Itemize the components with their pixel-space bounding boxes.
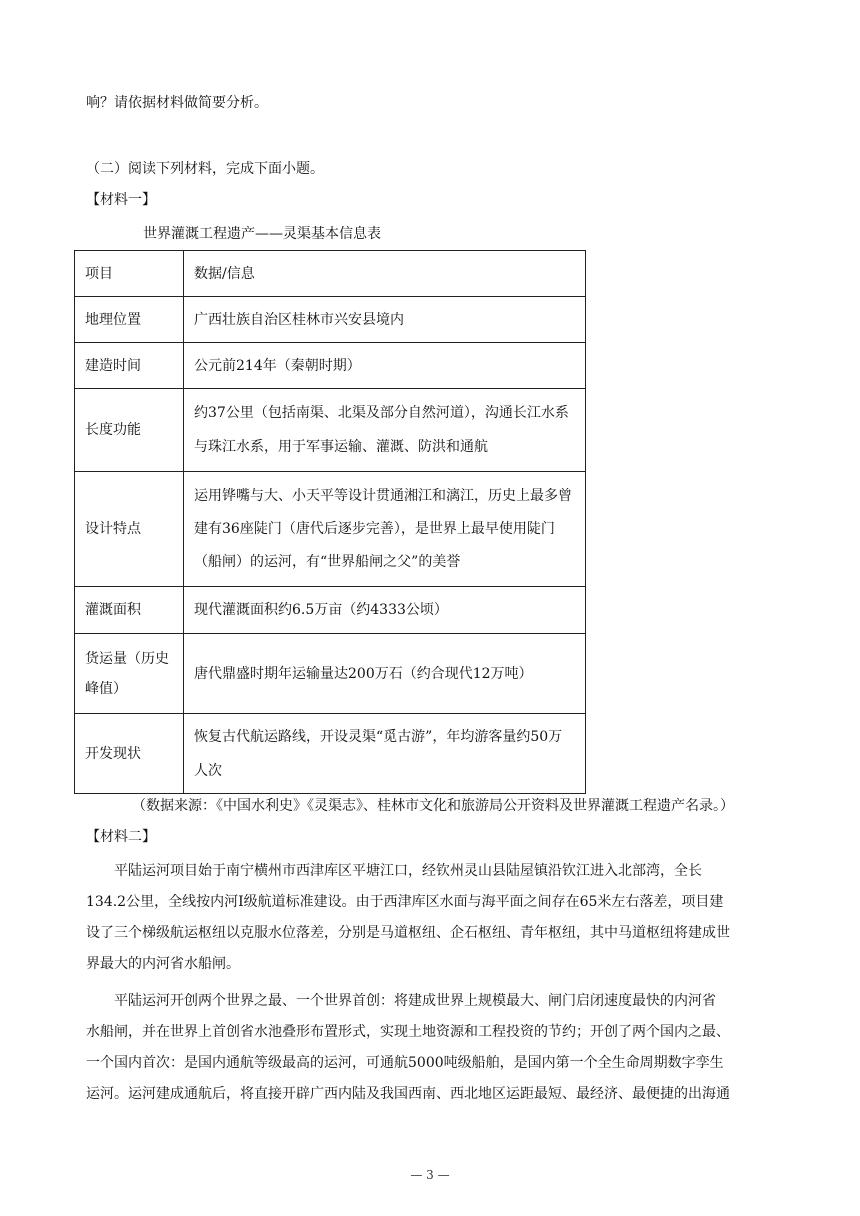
- table-cell-key: 建造时间: [75, 343, 184, 389]
- info-table: [74, 250, 586, 794]
- table-row: [75, 587, 586, 634]
- paragraph-line: 134.2公里，全线按内河Ⅰ级航道标准建设。由于西津库区水面与海平面之间存在65米左右落差，项目建: [86, 894, 724, 910]
- table-row: [75, 297, 586, 343]
- table-cell-value: 广西壮族自治区桂林市兴安县境内: [184, 297, 586, 343]
- table-title: 世界灌溉工程遗产——灵渠基本信息表: [143, 226, 381, 242]
- paragraph-line: 平陆运河项目始于南宁横州市西津库区平塘江口，经钦州灵山县陆屋镇沿钦江进入北部湾，全长: [114, 863, 702, 879]
- table-row: [75, 389, 586, 472]
- table-row: [75, 472, 586, 587]
- table-header-row: [75, 251, 586, 297]
- table-cell-value: 现代灌溉面积约6.5万亩（约4333公顷）: [184, 587, 586, 634]
- table-cell-value: 运用铧嘴与大、小天平等设计贯通湘江和漓江，历史上最多曾建有36座陡门（唐代后逐步完善），是世界上最早使用陡门（船闸）的运河，有“世界船闸之父”的美誉: [184, 472, 586, 587]
- paragraph-line: 运河。运河建成通航后，将直接开辟广西内陆及我国西南、西北地区运距最短、最经济、最便捷的出海通: [86, 1086, 730, 1102]
- material1-label: 【材料一】: [86, 192, 156, 208]
- paragraph-line: 水船闸，并在世界上首创省水池叠形布置形式，实现土地资源和工程投资的节约；开创了两个国内之最、: [86, 1024, 730, 1040]
- table-cell-key: 货运量（历史峰值）: [75, 634, 184, 714]
- table-cell-key: 地理位置: [75, 297, 184, 343]
- section-heading: （二）阅读下列材料，完成下面小题。: [86, 161, 324, 177]
- table-cell-value: 公元前214年（秦朝时期）: [184, 343, 586, 389]
- page-number: — 3 —: [410, 1168, 450, 1182]
- paragraph-2: [86, 986, 776, 1110]
- table-cell-key: 设计特点: [75, 472, 184, 587]
- paragraph-line: 界最大的内河省水船闸。: [86, 956, 240, 972]
- paragraph-line: 设了三个梯级航运枢纽以克服水位落差，分别是马道枢纽、企石枢纽、青年枢纽，其中马道枢纽将建成世: [86, 925, 730, 941]
- material2-label: 【材料二】: [86, 829, 156, 845]
- paragraph-1: [86, 856, 776, 980]
- top-line: 响？请依据材料做简要分析。: [86, 95, 268, 111]
- source-note: （数据来源：《中国水利史》《灵渠志》、桂林市文化和旅游局公开资料及世界灌溉工程遗产名录。）: [132, 798, 734, 814]
- paragraph-line: 一个国内首次：是国内通航等级最高的运河，可通航5000吨级船舶，是国内第一个全生命周期数字孪生: [86, 1055, 724, 1071]
- table-cell-value: 约37公里（包括南渠、北渠及部分自然河道），沟通长江水系与珠江水系，用于军事运输、灌溉、防洪和通航: [184, 389, 586, 472]
- table-row: [75, 343, 586, 389]
- table-cell-key: 灌溉面积: [75, 587, 184, 634]
- table-cell-key: 项目: [75, 251, 184, 297]
- table-cell-value: 数据/信息: [184, 251, 586, 297]
- paragraph-line: 平陆运河开创两个世界之最、一个世界首创：将建成世界上规模最大、闸门启闭速度最快的内河省: [114, 993, 716, 1009]
- table-row: [75, 634, 586, 714]
- table-cell-key: 开发现状: [75, 714, 184, 794]
- table-cell-value: 恢复古代航运路线，开设灵渠“觅古游”，年均游客量约50万人次: [184, 714, 586, 794]
- table-cell-key: 长度功能: [75, 389, 184, 472]
- table-row: [75, 714, 586, 794]
- table-cell-value: 唐代鼎盛时期年运输量达200万石（约合现代12万吨）: [184, 634, 586, 714]
